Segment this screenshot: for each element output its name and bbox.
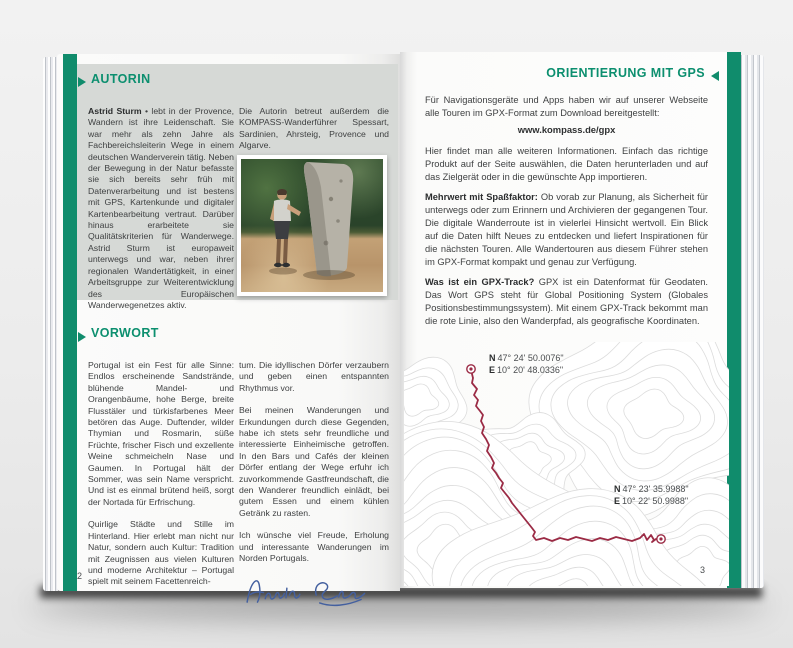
gps-coordinate-end: N 47° 23' 35.9988" E 10° 22' 50.9988": [614, 484, 689, 506]
contour-lines: [404, 342, 729, 586]
gps-paragraph-info: Hier findet man alle weiteren Informationen. Einfach das richtige Produkt auf der Seite auswählen, die Daten herunterladen und auf das Zielgerät oder in die gewünschte App importieren.: [425, 146, 708, 182]
autorin-column-1: [88, 106, 234, 322]
right-accent-bar: [727, 52, 741, 588]
gps-coordinate-start: N 47° 24' 50.0076" E 10° 20' 48.0336": [489, 353, 564, 375]
vorwort-paragraph: Ich wünsche viel Freude, Erholung und interessante Wanderungen im Norden Portugals.: [239, 530, 389, 564]
left-accent-bar: [63, 54, 77, 591]
kompass-gpx-link[interactable]: www.kompass.de/gpx: [517, 124, 616, 135]
page-number-right: 3: [699, 565, 705, 575]
author-photo: [237, 155, 387, 296]
topo-map: [404, 342, 729, 586]
author-signature: [239, 571, 371, 609]
section-arrow-icon: [78, 332, 86, 342]
right-page: [400, 52, 741, 588]
paragraph-text: GPX ist ein Datenformat für Geodaten. Das Wort GPS steht für Global Positioning System (Globales Positionsbestimmungssystem). Mit einem GPX-Track bekommt man die rote Linie, also den Wanderpfad, als geografische Koordinaten.: [425, 277, 708, 326]
vorwort-paragraph: tum. Die idyllischen Dörfer verzaubern und geben einen entspannten Rhythmus vor.: [239, 360, 389, 393]
author-photo-image: [241, 159, 383, 292]
vorwort-column-1: [88, 360, 234, 599]
page-stack-right: [741, 55, 764, 588]
paragraph-lead: Was ist ein GPX-Track?: [425, 277, 535, 287]
author-bio-text: • lebt in der Provence, Wandern ist ihre Leidenschaft. Sie war mehr als zehn Jahre als Fachbereichsleiterin Wege in einem deutschen Wanderverein tätig. Neben der Bewegung in der Natur befasste sie sich bereits sehr früh mit Datenverarbeitung und ist bestens mit GPS, Kartenkunde und digitaler Kartenbearbeitung vertraut. Darüber hinaus erarbeitete sie Qualitätskriterien für Wanderwege. Astrid Sturm ist europaweit unterwegs und war, neben ihrer regionalen Wandertätigkeit, in einer Arbeitsgruppe zur Weiterentwicklung des Europäischen Wanderwegenetzes aktiv.: [88, 106, 234, 310]
gps-paragraph-gpx-track: [425, 276, 708, 328]
page-stack-left: [43, 57, 58, 591]
topo-map-svg: [404, 342, 729, 586]
autorin-section-title: AUTORIN: [91, 72, 151, 86]
author-other-guides-text: Die Autorin betreut außerdem die KOMPASS-Wanderführer Spessart, Sardinien, Ahrsteig, Provence und Algarve.: [239, 106, 389, 151]
section-arrow-icon: [711, 71, 719, 81]
vorwort-column-2: [239, 360, 389, 612]
gps-paragraph-intro: Für Navigationsgeräte und Apps haben wir auf unserer Webseite alle Touren im GPX-Format zum Download bereitgestellt:: [425, 95, 708, 118]
page-number-left: 2: [77, 571, 83, 581]
vorwort-paragraph: Portugal ist ein Fest für alle Sinne: Endlos erscheinende Sandstrände, blühende Mandel- und Orangenbäume, hohe Berge, breite Flusstäler und türkisfarbenes Meer betören das Auge. Duftender, wilder Thymian und Rosmarin, süße Früchte, frischer Fisch und exzellente Weine schmeicheln Nase und Gaumen. In Portugal hält der Sommer, was sein Name verspricht. Und ist es einmal brütend heiß, sorgt der Nortada für Erfrischung.: [88, 360, 234, 507]
paragraph-lead: Mehrwert mit Spaßfaktor:: [425, 192, 538, 202]
left-page: [57, 54, 400, 591]
photo-figures: [241, 159, 383, 292]
paragraph-text: Ob vorab zur Planung, als Sicherheit für unterwegs oder zum Erinnern und Archivieren der gegangenen Tour. Die digitale Wanderroute ist in vielerlei Hinsicht wertvoll. Ein Blick auf die Daten hilft Neues zu entdecken und liefert Inspirationen für die nächsten Touren. Alle Wandertouren aus diesem Führer stehen im GPX-Format kompakt und genau zur Verfügung.: [425, 192, 709, 267]
gps-section-title: ORIENTIERUNG MIT GPS: [546, 66, 705, 80]
vorwort-paragraph: Bei meinen Wanderungen und Erkundungen durch diese Gegenden, habe ich stets sehr freundliche und interessierte Einheimische getroffen. In den Bars und Cafés der kleinen Dörfer entlang der Wege erfuhr ich zuvorkommende Gastfreundschaft, die den Wanderer freundlich einlädt, bei gutem Essen und einem kühlen Getränk zu rasten.: [239, 405, 389, 518]
gps-paragraph-mehrwert: [425, 191, 708, 269]
author-name: Astrid Sturm: [88, 106, 142, 116]
section-arrow-icon: [78, 77, 86, 87]
vorwort-paragraph: Quirlige Städte und Stille im Hinterland. Hier erlebt man nicht nur Natur, sondern auch Kultur: Tradition mit Zeugnissen aus vielen Kulturen und moderne Architektur – Portugal spielt mit seinem Facettenreich-: [88, 519, 234, 587]
vorwort-section-title: VORWORT: [91, 326, 159, 340]
